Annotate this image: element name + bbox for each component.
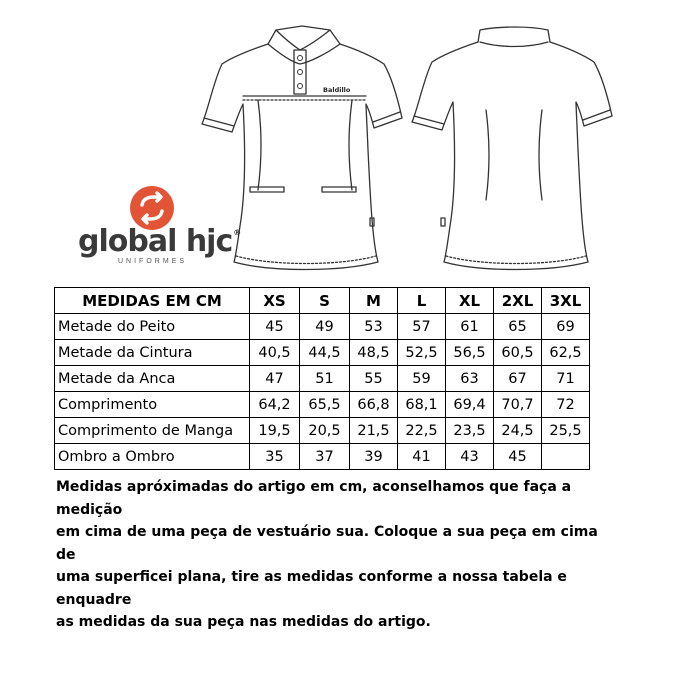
brand-logo [78, 186, 241, 266]
measurement-value: 69 [542, 314, 590, 340]
note-line: em cima de uma peça de vestuário sua. Coloque a sua peça em cima de [56, 524, 598, 563]
measurement-value: 65,5 [300, 392, 350, 418]
measurement-value: 22,5 [398, 418, 446, 444]
back-view-drawing [412, 27, 612, 270]
table-row [55, 366, 590, 392]
measurement-value: 49 [300, 314, 350, 340]
measurement-value: 55 [350, 366, 398, 392]
measurement-value: 40,5 [250, 340, 300, 366]
measurement-value: 71 [542, 366, 590, 392]
measurement-value: 41 [398, 444, 446, 470]
note-line: Medidas apróximadas do artigo em cm, aconselhamos que faça a medição [56, 479, 572, 518]
size-header: 2XL [494, 288, 542, 314]
button-icon [298, 56, 303, 61]
size-header: 3XL [542, 288, 590, 314]
registered-mark: ® [233, 228, 241, 237]
size-header: L [398, 288, 446, 314]
measurement-value: 64,2 [250, 392, 300, 418]
measurement-value: 60,5 [494, 340, 542, 366]
measurement-value: 59 [398, 366, 446, 392]
measurement-value: 35 [250, 444, 300, 470]
table-row [55, 444, 590, 470]
measurement-value: 57 [398, 314, 446, 340]
size-header: XL [446, 288, 494, 314]
measurement-value: 45 [250, 314, 300, 340]
measurement-label: Metade da Cintura [55, 340, 250, 366]
size-header: M [350, 288, 398, 314]
button-icon [298, 70, 303, 75]
measurement-value: 62,5 [542, 340, 590, 366]
logo-tagline: UNIFORMES [118, 258, 187, 265]
measurement-value: 68,1 [398, 392, 446, 418]
measurement-value: 24,5 [494, 418, 542, 444]
table-row [55, 340, 590, 366]
table-row [55, 418, 590, 444]
measurement-value: 48,5 [350, 340, 398, 366]
front-embroidery-text: Baldillo [323, 86, 351, 94]
table-row [55, 392, 590, 418]
measurement-value: 23,5 [446, 418, 494, 444]
measurement-value: 19,5 [250, 418, 300, 444]
button-icon [298, 84, 303, 89]
measurement-value: 21,5 [350, 418, 398, 444]
measurement-value: 45 [494, 444, 542, 470]
logo-wordmark: global hjc® [78, 224, 241, 259]
size-header: S [300, 288, 350, 314]
measurement-value: 47 [250, 366, 300, 392]
measurement-value: 67 [494, 366, 542, 392]
measurement-value: 69,4 [446, 392, 494, 418]
measurement-label: Ombro a Ombro [55, 444, 250, 470]
measurement-value: 72 [542, 392, 590, 418]
table-header-row [55, 288, 590, 314]
measurement-value: 37 [300, 444, 350, 470]
measurement-label: Comprimento de Manga [55, 418, 250, 444]
measurement-value: 51 [300, 366, 350, 392]
table-title: MEDIDAS EM CM [55, 288, 250, 314]
size-header: XS [250, 288, 300, 314]
measurement-value: 70,7 [494, 392, 542, 418]
measurement-value: 56,5 [446, 340, 494, 366]
measurement-value: 61 [446, 314, 494, 340]
measurement-value: 44,5 [300, 340, 350, 366]
measurement-value: 52,5 [398, 340, 446, 366]
measurement-value: 63 [446, 366, 494, 392]
measurement-value: 65 [494, 314, 542, 340]
measurement-value: 53 [350, 314, 398, 340]
measurement-note [56, 476, 616, 634]
measurement-value: 20,5 [300, 418, 350, 444]
note-line: as medidas da sua peça nas medidas do artigo. [56, 614, 431, 630]
measurement-value: 25,5 [542, 418, 590, 444]
measurement-label: Metade do Peito [55, 314, 250, 340]
measurement-label: Comprimento [55, 392, 250, 418]
measurement-value: 66,8 [350, 392, 398, 418]
measurement-label: Metade da Anca [55, 366, 250, 392]
measurement-value [542, 444, 590, 470]
note-line: uma superficei plana, tire as medidas conforme a nossa tabela e enquadre [56, 569, 567, 608]
measurement-value: 43 [446, 444, 494, 470]
measurement-value: 39 [350, 444, 398, 470]
table-row [55, 314, 590, 340]
size-chart-table [54, 287, 590, 470]
